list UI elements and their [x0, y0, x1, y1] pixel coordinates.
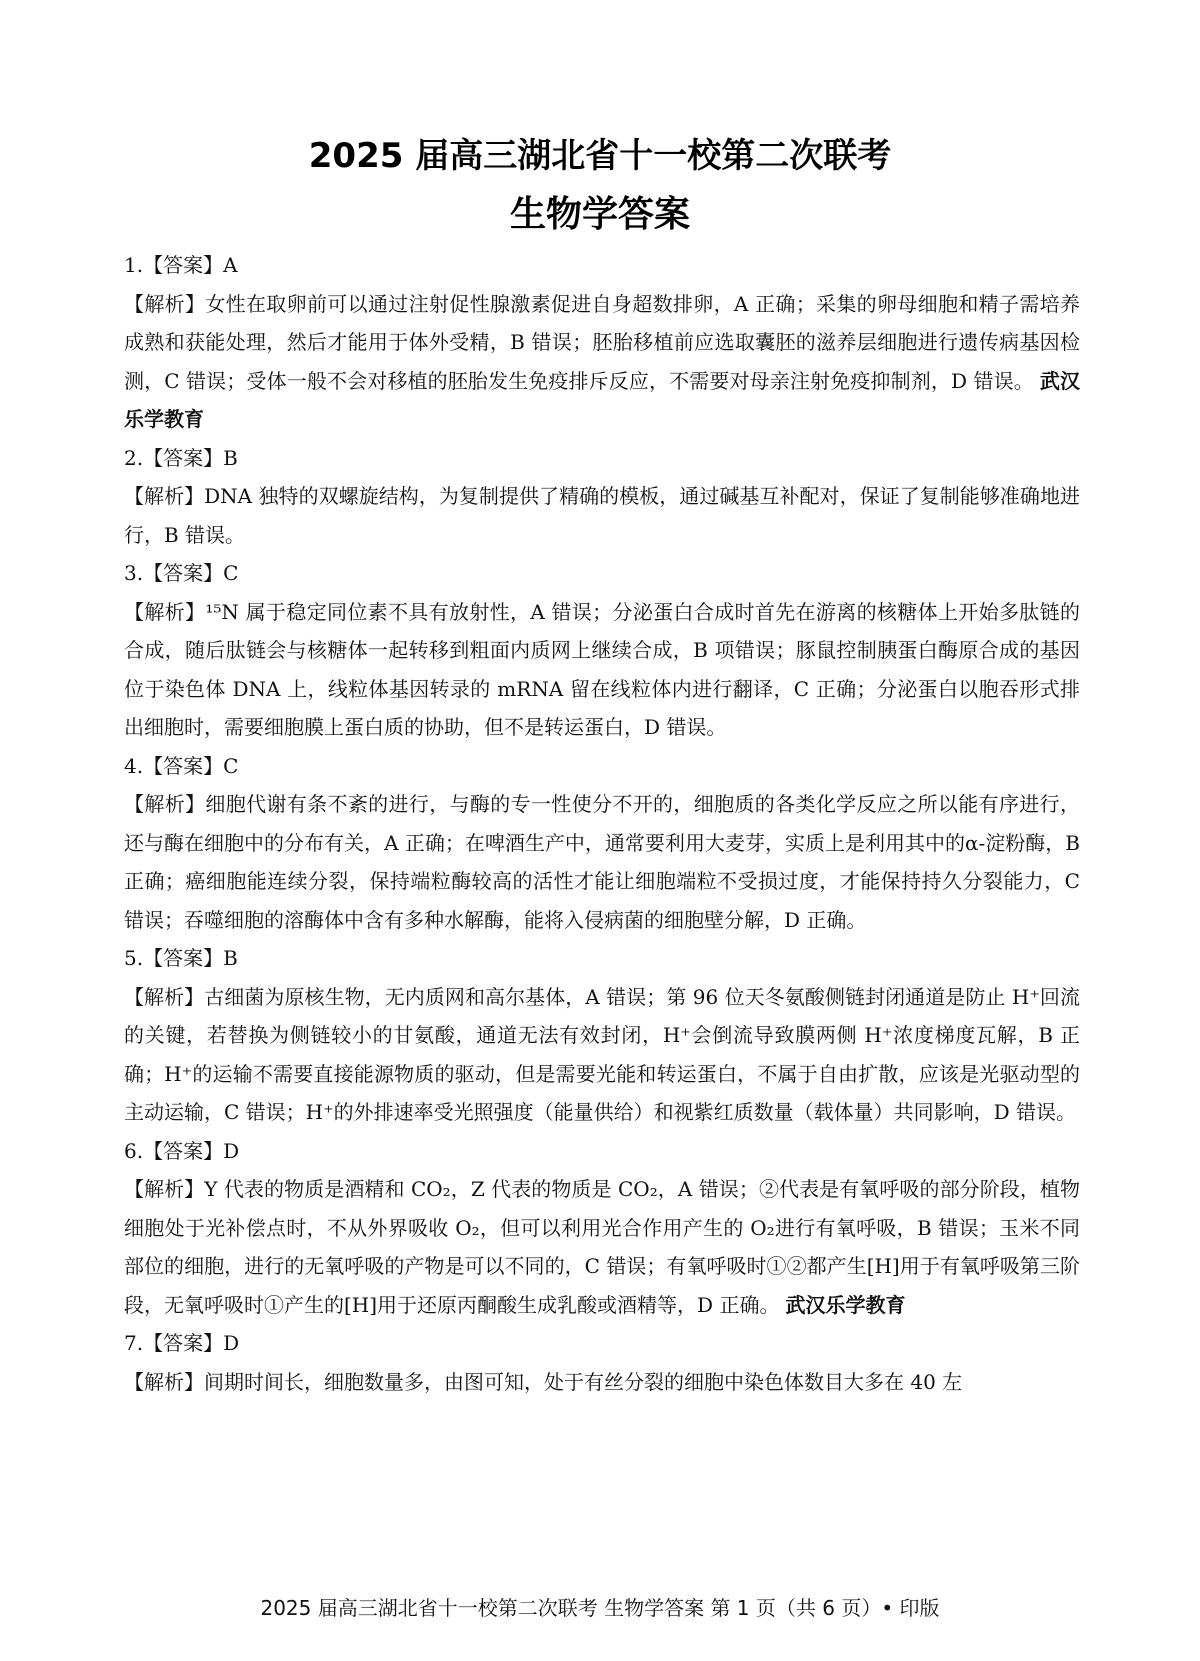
answer-body	[124, 246, 1080, 1401]
answer-line: 4.【答案】C	[124, 753, 239, 778]
explanation-text: 【解析】古细菌为原核生物，无内质网和高尔基体，A 错误；第 96 位天冬氨酸侧链封闭通道是防止 H⁺回流的关键，若替换为侧链较小的甘氨酸，通道无法有效封闭，H⁺会倒流导致膜两侧 H⁺浓度梯度瓦解，B 正确；H⁺的运输不需要直接能源物质的驱动，但是需要光能和转运蛋白，不属于自由扩散，应该是光驱动型的主动运输，C 错误；H⁺的外排速率受光照强度（能量供给）和视紫红质数量（载体量）共同影响，D 错误。	[124, 984, 1080, 1124]
question-block	[124, 554, 1080, 747]
page-footer: 2025 届高三湖北省十一校第二次联考 生物学答案 第 1 页（共 6 页）• 印版	[260, 1596, 940, 1620]
answer-line: 6.【答案】D	[124, 1138, 240, 1163]
explanation-text: 【解析】间期时间长，细胞数量多，由图可知，处于有丝分裂的细胞中染色体数目大多在 40 左	[124, 1369, 963, 1394]
answer-line: 3.【答案】C	[124, 561, 239, 585]
answer-line: 7.【答案】D	[124, 1331, 240, 1355]
answer-line: 5.【答案】B	[124, 946, 238, 970]
question-block	[124, 1324, 1080, 1401]
explanation-text: 【解析】DNA 独特的双螺旋结构，为复制提供了精确的模板，通过碱基互补配对，保证了复制能够准确地进行，B 错误。	[124, 484, 1080, 547]
question-block	[124, 747, 1080, 940]
explanation-text: 【解析】女性在取卵前可以通过注射促性腺激素促进自身超数排卵，A 正确；采集的卵母细胞和精子需培养成熟和获能处理，然后才能用于体外受精，B 错误；胚胎移植前应选取囊胚的滋养层细胞进行遗传病基因检测，C 错误；受体一般不会对移植的胚胎发生免疫排斥反应，不需要对母亲注射免疫抑制剂，D 错误。 武汉乐学教育	[124, 291, 1081, 431]
question-block	[124, 1132, 1080, 1325]
brand-watermark: 武汉乐学教育	[785, 1292, 906, 1317]
document-subtitle: 生物学答案	[509, 194, 690, 235]
question-block	[124, 439, 1080, 555]
brand-watermark: 武汉乐学教育	[124, 368, 1081, 431]
question-block	[124, 939, 1080, 1132]
explanation-text: 【解析】¹⁵N 属于稳定同位素不具有放射性，A 错误；分泌蛋白合成时首先在游离的核糖体上开始多肽链的合成，随后肽链会与核糖体一起转移到粗面内质网上继续合成，B 项错误；豚鼠控制胰蛋白酶原合成的基因位于染色体 DNA 上，线粒体基因转录的 mRNA 留在线粒体内进行翻译，C 正确；分泌蛋白以胞吞形式排出细胞时，需要细胞膜上蛋白质的协助，但不是转运蛋白，D 错误。	[124, 599, 1080, 739]
answer-line: 1.【答案】A	[124, 253, 238, 277]
explanation-text: 【解析】细胞代谢有条不紊的进行，与酶的专一性使分不开的，细胞质的各类化学反应之所以能有序进行，还与酶在细胞中的分布有关，A 正确；在啤酒生产中，通常要利用大麦芽，实质上是利用其中的α-淀粉酶，B 正确；癌细胞能连续分裂，保持端粒酶较高的活性才能让细胞端粒不受损过度，才能保持持久分裂能力，C 错误；吞噬细胞的溶酶体中含有多种水解酶，能将入侵病菌的细胞壁分解，D 正确。	[124, 792, 1080, 932]
answer-line: 2.【答案】B	[124, 445, 238, 470]
explanation-text: 【解析】Y 代表的物质是酒精和 CO₂，Z 代表的物质是 CO₂，A 错误；②代表是有氧呼吸的部分阶段，植物细胞处于光补偿点时，不从外界吸收 O₂，但可以利用光合作用产生的 O₂进行有氧呼吸，B 错误；玉米不同部位的细胞，进行的无氧呼吸的产物是可以不同的，C 错误；有氧呼吸时①②都产生[H]用于有氧呼吸第三阶段，无氧呼吸时①产生的[H]用于还原丙酮酸生成乳酸或酒精等，D 正确。 武汉乐学教育	[124, 1177, 1080, 1317]
document-title: 2025 届高三湖北省十一校第二次联考	[308, 136, 892, 176]
question-block	[124, 246, 1080, 439]
